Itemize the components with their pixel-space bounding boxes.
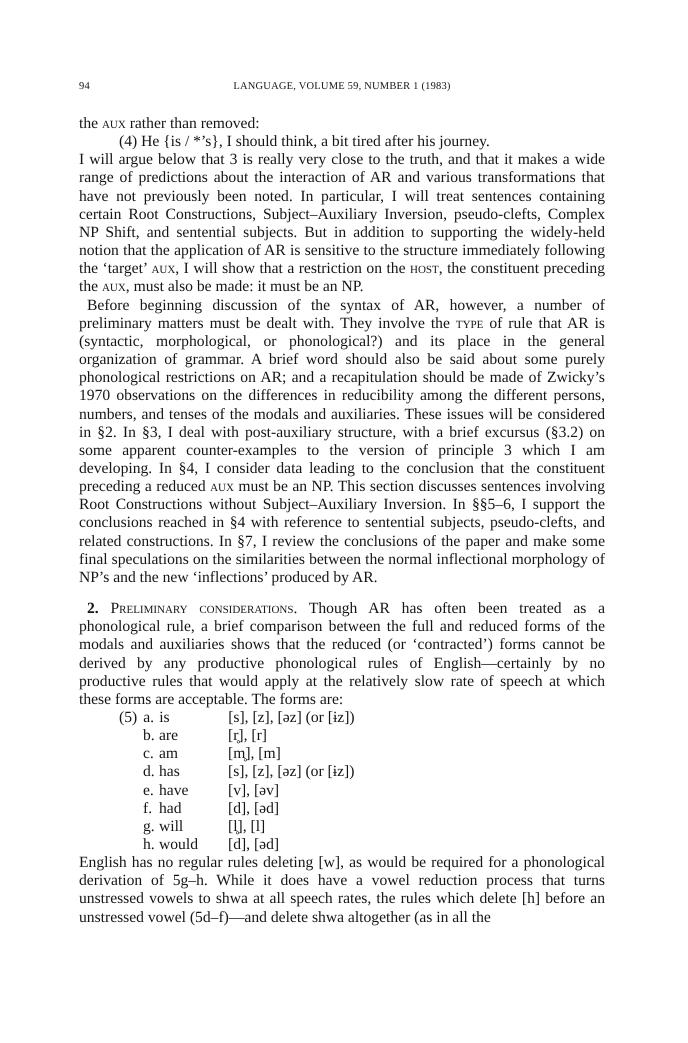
- example-forms: [m̥], [m]: [228, 745, 281, 763]
- example-word: are: [159, 727, 179, 745]
- example-forms: [v], [əv]: [228, 781, 280, 799]
- example-label: e.: [143, 781, 154, 799]
- text-run: I will argue below that 3 is really very close to the truth, and that it makes a wide range of predictions about the interaction of AR and various transformations that have not previously been noted. In particular, I will treat sentences containing certain Root Constructions, Subject–Auxiliary Inversion, pseudo-clefts, Complex NP Shift, and sentential subjects. But in addition to supporting the widely-held notion that the application of AR is sensitive to the structure immediately following the ‘target’: [79, 151, 605, 278]
- example-forms: [s], [z], [əz] (or [ɨz]): [228, 709, 355, 726]
- example-number: (5): [119, 709, 138, 726]
- example-forms: [s], [z], [əz] (or [ɨz]): [228, 763, 355, 781]
- example-word: would: [159, 835, 198, 853]
- text-run: must be an NP. This section discusses sentences involving Root Constructions without Subject–Auxiliary Inversion. In §§5–6, I support the conclusions reached in §4 with reference to sentential subjects, pseudo-clefts, and related constructions. In §7, I review the conclusions of the paper and make some final speculations on the similarities between the normal inflectional morphology of NP’s and the new ‘inflections’ produced by AR.: [79, 478, 605, 586]
- paragraph-argument: [79, 151, 605, 296]
- example-row: [119, 709, 605, 727]
- text-run: rather than removed:: [125, 115, 260, 132]
- small-caps-term: host: [410, 260, 439, 278]
- example-word: is: [159, 709, 170, 726]
- body-text: [79, 115, 605, 927]
- example-word: am: [159, 745, 179, 763]
- example-label: b.: [143, 727, 155, 745]
- example-row: [119, 745, 605, 763]
- section-gap: [79, 587, 605, 600]
- example-row: [119, 836, 605, 854]
- example-label: d.: [143, 763, 155, 781]
- example-row: [119, 800, 605, 818]
- example-4: (4) He {is / *’s}, I should think, a bit tired after his journey.: [119, 133, 490, 151]
- page: [79, 72, 605, 927]
- example-row: [119, 782, 605, 800]
- example-label: g.: [143, 817, 155, 835]
- paragraph-overview: [79, 297, 605, 588]
- example-label: f.: [143, 799, 153, 817]
- section-number: 2.: [87, 600, 99, 618]
- text-run: the: [79, 115, 102, 132]
- section-heading: Preliminary considerations.: [110, 600, 298, 618]
- example-forms: [r̥], [r]: [228, 727, 267, 745]
- example-label: a.: [143, 709, 155, 726]
- example-word: have: [159, 781, 189, 799]
- example-5-list: [119, 709, 605, 854]
- text-run: , I will show that a restriction on the: [175, 260, 410, 278]
- example-word: has: [159, 763, 180, 781]
- small-caps-term: aux: [101, 115, 126, 132]
- text-run: Though AR has often been treated as a phonological rule, a brief comparison between the full and reduced forms of the modals and auxiliaries shows that the reduced (or ‘contracted’) forms cannot be derived by any productive phonological rules of English—certainly by no productive rules that would apply at the relatively slow rate of speech at which these forms are acceptable. The forms are:: [79, 600, 606, 708]
- example-forms: [d], [əd]: [228, 835, 280, 853]
- text-run: , must also be made: it must be an NP.: [125, 278, 364, 296]
- example-row: [119, 818, 605, 836]
- text-run: Before beginning discussion of the syntax of AR, however, a number of preliminary matters must be dealt with. They involve the: [79, 296, 605, 332]
- text-run: of rule that AR is (syntactic, morphological, or phonological?) and its place in the general organization of grammar. A brief word should also be said about some purely phonological restrictions on AR; and a recapitulation should be made of Zwicky’s 1970 observations on the differences in reducibility among the different persons, numbers, and tenses of the modals and auxiliaries. These issues will be considered in §2. In §3, I deal with post-auxiliary structure, with a brief excursus (§3.2) on some apparent counter-examples to the version of principle 3 which I am developing. In §4, I consider data leading to the conclusion that the constituent preceding a reduced: [79, 314, 605, 496]
- small-caps-term: type: [455, 314, 484, 332]
- example-label: h.: [143, 835, 155, 853]
- page-number: 94: [79, 81, 90, 92]
- example-word: will: [159, 817, 184, 835]
- example-forms: [d], [əd]: [228, 799, 280, 817]
- example-label: c.: [143, 745, 154, 763]
- paragraph-continuation: [79, 115, 605, 133]
- example-row: [119, 727, 605, 745]
- small-caps-term: aux: [210, 478, 234, 496]
- running-title: LANGUAGE, VOLUME 59, NUMBER 1 (1983): [233, 81, 451, 92]
- small-caps-term: aux: [101, 278, 126, 296]
- example-row: [119, 763, 605, 781]
- paragraph-final: English has no regular rules deleting [w], as would be required for a phonological derivation of 5g–h. While it does have a vowel reduction process that turns unstressed vowels to shwa at all speech rates, the rules which delete [h] before an unstressed vowel (5d–f)—and delete shwa altogether (as in all the: [79, 854, 605, 926]
- text-run: , the constituent preceding the: [79, 260, 606, 296]
- example-word: had: [159, 799, 182, 817]
- small-caps-term: aux: [151, 260, 176, 278]
- example-forms: [l̥], [l]: [228, 817, 266, 835]
- section-2-paragraph: [79, 600, 605, 709]
- running-head: [79, 72, 605, 92]
